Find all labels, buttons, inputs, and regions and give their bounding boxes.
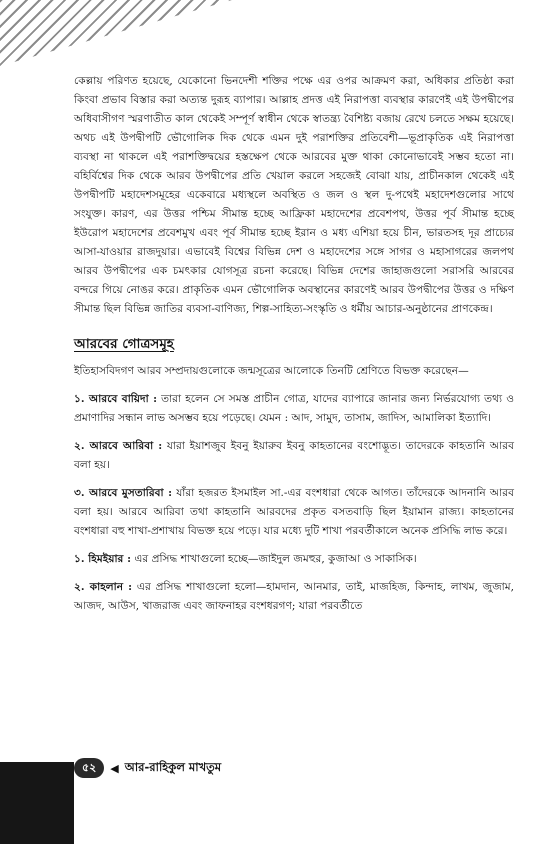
left-margin bbox=[0, 66, 74, 844]
item-text: যারা ইয়াশজুব ইবনু ইয়ারুব ইবনু কাহতানের বংশোদ্ভূত। তাদেরকে কাহতানি আরব বলা হয়। bbox=[74, 440, 514, 471]
sidebar-black-bar bbox=[0, 762, 74, 844]
list-item bbox=[74, 550, 514, 569]
item-text: এর প্রসিদ্ধ শাখাগুলো হচ্ছে—জাইদুল জমহুর, কুজাআ ও সাকাসিক। bbox=[130, 553, 417, 565]
left-arrow-icon: ◀ bbox=[110, 761, 119, 775]
item-lead: ২. কাহলান : bbox=[74, 581, 133, 593]
intro-paragraph: কেল্লায় পরিণত হয়েছে, যেকোনো ভিনদেশী শক্তির পক্ষে এর ওপর আক্রমণ করা, অধিকার প্রতিষ্ঠা করা কিংবা প্রভাব বিস্তার করা অত্যন্ত দুরূহ ব্যাপার। আল্লাহ প্রদত্ত এই নিরাপত্তা ব্যবস্থার কারণেই এই উপদ্বীপের অধিবাসীগণ স্মরণাতীত কাল থেকেই সম্পূর্ণ স্বাধীন থেকে স্বাতন্ত্র্য বৈশিষ্ট্য বজায় রেখে চলতে সক্ষম হয়েছে। অথচ এই উপদ্বীপটি ভৌগোলিক দিক থেকে এমন দুই পরাশক্তির প্রতিবেশী—ভূপ্রাকৃতিক এই নিরাপত্তা ব্যবস্থা না থাকলে এই পরাশক্তিদ্বয়ের হস্তক্ষেপ থেকে আরবের মুক্ত থাকা কোনোভাবেই সম্ভব হতো না। বহির্বিশ্বের দিক থেকে আরব উপদ্বীপের প্রতি খেয়াল করলে সহজেই বোঝা যায়, প্রাচীনকাল থেকেই এই উপদ্বীপটি মহাদেশসমূহের একেবারে মধ্যস্থলে অবস্থিত ও জল ও স্থল দু-পথেই মহাদেশগুলোর সাথে সংযুক্ত। কারণ, এর উত্তর পশ্চিম সীমান্ত হচ্ছে আফ্রিকা মহাদেশের প্রবেশপথ, উত্তর পূর্ব সীমান্ত হচ্ছে ইউরোপ মহাদেশের প্রবেশমুখ এবং পূর্ব সীমান্ত হচ্ছে ইরান ও মধ্য এশিয়া হয়ে চীন, ভারতসহ দূর প্রাচ্যের আসা-যাওয়ার রাজদুয়ার। এভাবেই বিশ্বের বিভিন্ন দেশ ও মহাদেশের সঙ্গে সাগর ও মহাসাগরের জলপথ আরব উপদ্বীপের এক চমৎকার যোগসূত্র রচনা করেছে। বিভিন্ন দেশের জাহাজগুলো সরাসরি আরবের বন্দরে গিয়ে নোঙর করে। প্রাকৃতিক এমন ভৌগোলিক অবস্থানের কারণেই আরব উপদ্বীপের উত্তর ও দক্ষিণ সীমান্ত ছিল বিভিন্ন জাতির ব্যবসা-বাণিজ্য, শিল্প-সাহিত্য-সংস্কৃতি ও ধর্মীয় আচার-অনুষ্ঠানের প্রাণকেন্দ্র। bbox=[74, 75, 514, 315]
page-number-badge: ৫২ bbox=[74, 758, 104, 778]
book-title: আর-রাহিকুল মাখতুম bbox=[124, 759, 222, 774]
list-item bbox=[74, 484, 514, 541]
item-text: তারা হলেন সে সমস্ত প্রাচীন গোত্র, যাদের ব্যাপারে জানার জন্য নির্ভরযোগ্য তথ্য ও প্রমাণাদির সন্ধান লাভ অসম্ভব হয়ে পড়েছে। যেমন : আদ, সামুদ, তাসাম, জাদিস, আমালিকা ইত্যাদি। bbox=[74, 393, 514, 424]
page-footer bbox=[74, 757, 221, 779]
page-content bbox=[74, 72, 514, 625]
section-heading: আরবের গোত্রসমূহ bbox=[74, 336, 174, 352]
list-item bbox=[74, 390, 514, 428]
section-intro: ইতিহাসবিদগণ আরব সম্প্রদায়গুলোকে জন্মসূত্রের আলোকে তিনটি শ্রেণিতে বিভক্ত করেছেন— bbox=[74, 365, 469, 377]
list-item bbox=[74, 437, 514, 475]
corner-hatch-decoration bbox=[0, 0, 232, 66]
item-text: যাঁরা হজরত ইসমাইল সা.-এর বংশধারা থেকে আগত। তাঁদেরকে আদনানি আরব বলা হয়। আরবে আরিবা তথা কাহতানি আরবদের প্রকৃত বসতবাড়ি ছিল ইয়ামান রাজ্য। কাহতানের বংশধারা বহু শাখা-প্রশাখায় বিভক্ত হয়ে পড়ে। যার মধ্যে দুটি শাখা পরবর্তীকালে অনেক প্রসিদ্ধি লাভ করে। bbox=[74, 487, 514, 537]
item-text: এর প্রসিদ্ধ শাখাগুলো হলো—হামদান, আনমার, তাই, মাজহিজ, কিন্দাহ, লাখম, জুজাম, আজদ, আউস, খাজরাজ এবং জাফনাহর বংশধরগণ; যারা পরবর্তীতে bbox=[74, 581, 515, 612]
item-lead: ১. হিমইয়ার : bbox=[74, 553, 131, 565]
item-lead: ১. আরবে বায়িদা : bbox=[74, 393, 158, 405]
item-lead: ৩. আরবে মুসতারিবা : bbox=[74, 487, 173, 499]
list-item bbox=[74, 578, 514, 616]
item-lead: ২. আরবে আরিবা : bbox=[74, 440, 163, 452]
